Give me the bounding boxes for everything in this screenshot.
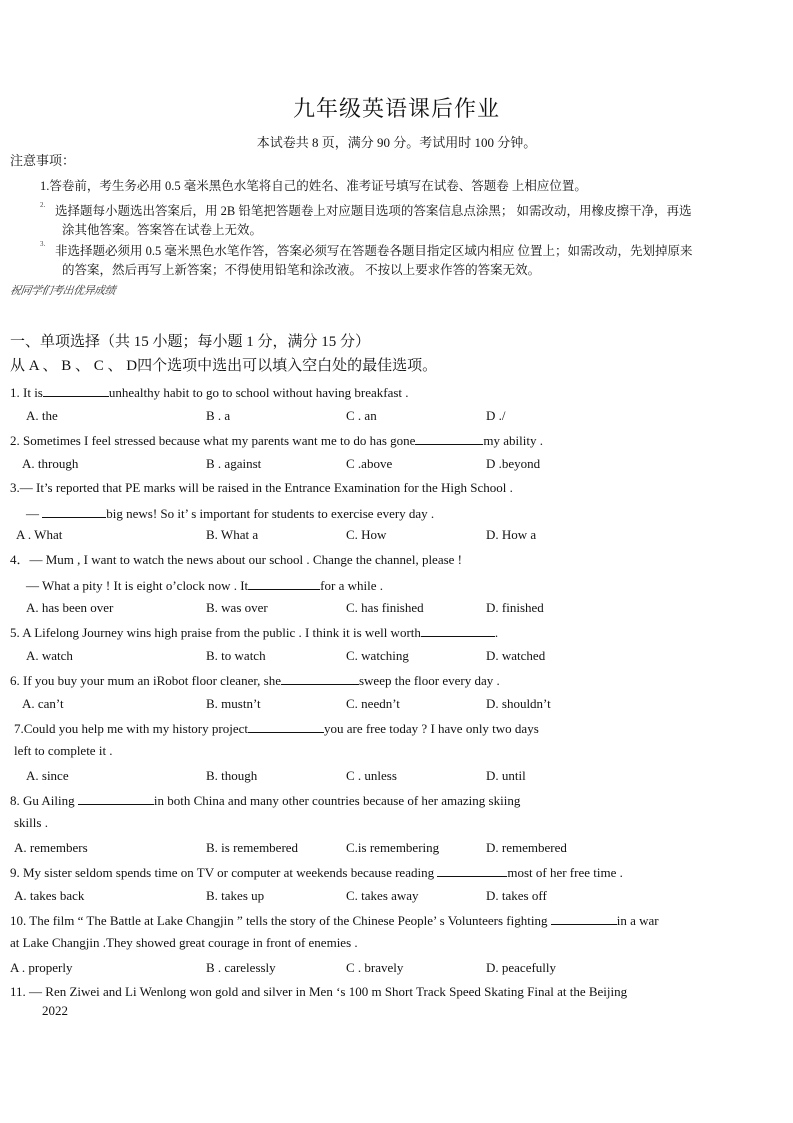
answer-blank — [437, 864, 507, 877]
option-c: C. watching — [346, 648, 409, 663]
question-11: 11. — Ren Ziwei and Li Wenlong won gold and silver in Men ‘s 100 m Short Track Speed Skating Final at the Beijing — [10, 984, 628, 999]
answer-blank — [78, 792, 154, 805]
answer-blank — [42, 505, 106, 518]
option-c: C .above — [346, 456, 393, 471]
notice-heading: 注意事项： — [10, 153, 76, 168]
option-a: A . properly — [10, 960, 73, 975]
option-d: D. remembered — [486, 840, 567, 855]
question-11-line-2: 2022 — [42, 1003, 68, 1018]
option-c: C . bravely — [346, 960, 404, 975]
question-2: 2. Sometimes I feel stressed because what my parents want me to do has gone my ability . — [10, 433, 544, 448]
answer-blank — [281, 672, 359, 685]
option-a: A. has been over — [26, 600, 114, 615]
option-d: D .beyond — [486, 456, 541, 471]
question-10-line-2: at Lake Changjin .They showed great courage in front of enemies . — [10, 935, 358, 950]
answer-blank — [421, 624, 495, 637]
option-b: B . a — [206, 408, 231, 423]
option-b: B. though — [206, 768, 258, 783]
notice-item-3-mark: 3. — [40, 240, 46, 248]
notice-item-2-mark: 2. — [40, 201, 46, 209]
question-4-line-2: — What a pity ! It is eight o’clock now . It for a while . — [26, 578, 383, 593]
question-7: 7.Could you help me with my history project you are free today ? I have only two days — [14, 721, 539, 736]
option-c: C. takes away — [346, 888, 419, 903]
option-b: B. was over — [206, 600, 268, 615]
option-d: D. finished — [486, 600, 544, 615]
option-d: D. until — [486, 768, 526, 783]
option-b: B . against — [206, 456, 262, 471]
notice-item-3-line-1: 非选择题必须用 0.5 毫米黑色水笔作答，答案必须写在答题卷各题目指定区域内相应 位置上；如需改动，先划掉原来 — [55, 244, 693, 258]
notice-item-3-line-2: 的答案，然后再写上新答案；不得使用铅笔和涂改液。 不按以上要求作答的答案无效。 — [62, 263, 541, 277]
option-a: A. the — [26, 408, 58, 423]
question-7-line-2: left to complete it . — [14, 743, 113, 758]
option-d: D. takes off — [486, 888, 547, 903]
option-a: A. through — [22, 456, 79, 471]
blessing-text: 祝同学们考出优异成绩 — [9, 285, 116, 297]
option-d: D ./ — [486, 408, 506, 423]
option-c: C . an — [346, 408, 377, 423]
option-d: D. watched — [486, 648, 546, 663]
question-5: 5. A Lifelong Journey wins high praise from the public . I think it is well worth . — [10, 625, 499, 640]
question-8-line-2: skills . — [14, 815, 48, 830]
option-b: B. to watch — [206, 648, 266, 663]
option-d: D. How a — [486, 527, 537, 542]
option-a: A. takes back — [14, 888, 85, 903]
option-d: D. peacefully — [486, 960, 557, 975]
option-c: C . unless — [346, 768, 397, 783]
exam-info: 本试卷共 8 页，满分 90 分。考试用时 100 分钟。 — [256, 135, 537, 150]
answer-blank — [415, 432, 483, 445]
option-b: B. mustn’t — [206, 696, 261, 711]
option-a: A. remembers — [14, 840, 88, 855]
answer-blank — [248, 577, 320, 590]
notice-item-1: 1.答卷前，考生务必用 0.5 毫米黑色水笔将自己的姓名、准考证号填写在试卷、答题卷 上相应位置。 — [40, 179, 587, 193]
question-3-line-2: — big news! So it’ s important for students to exercise every day . — [26, 506, 435, 521]
question-1: 1. It is unhealthy habit to go to school without having breakfast . — [10, 385, 409, 400]
option-b: B. What a — [206, 527, 259, 542]
question-6: 6. If you buy your mum an iRobot floor cleaner, she sweep the floor every day . — [10, 673, 500, 688]
option-b: B . carelessly — [206, 960, 276, 975]
option-b: B. is remembered — [206, 840, 299, 855]
question-10: 10. The film “ The Battle at Lake Changjin ” tells the story of the Chinese People’ s Volunteers fighting in a war — [10, 913, 659, 928]
option-a: A. can’t — [22, 696, 64, 711]
option-c: C.is remembering — [346, 840, 440, 855]
answer-blank — [43, 384, 109, 397]
page-title: 九年级英语课后作业 — [292, 96, 500, 121]
question-8: 8. Gu Ailing in both China and many other countries because of her amazing skiing — [10, 793, 521, 808]
option-b: B. takes up — [206, 888, 265, 903]
section-instruction: 从 A 、 B 、 C 、 D四个选项中选出可以填入空白处的最佳选项。 — [10, 358, 438, 374]
question-4: 4．— Mum , I want to watch the news about our school . Change the channel, please ! — [10, 552, 462, 567]
notice-item-2-line-2: 涂其他答案。答案答在试卷上无效。 — [62, 223, 263, 237]
option-a: A . What — [16, 527, 63, 542]
option-c: C. needn’t — [346, 696, 400, 711]
option-c: C. How — [346, 527, 387, 542]
answer-blank — [551, 912, 617, 925]
notice-item-2-line-1: 选择题每小题选出答案后，用 2B 铅笔把答题卷上对应题目选项的答案信息点涂黑； 如需改动，用橡皮擦干净，再选 — [55, 204, 692, 218]
answer-blank — [248, 720, 324, 733]
question-3: 3.— It’s reported that PE marks will be raised in the Entrance Examination for the High School . — [10, 480, 513, 495]
section-heading: 一、单项选择（共 15 小题；每小题 1 分，满分 15 分） — [10, 334, 371, 350]
option-d: D. shouldn’t — [486, 696, 551, 711]
question-9: 9. My sister seldom spends time on TV or computer at weekends because reading most of her free time . — [10, 865, 623, 880]
option-a: A. since — [26, 768, 69, 783]
option-a: A. watch — [26, 648, 73, 663]
option-c: C. has finished — [346, 600, 424, 615]
